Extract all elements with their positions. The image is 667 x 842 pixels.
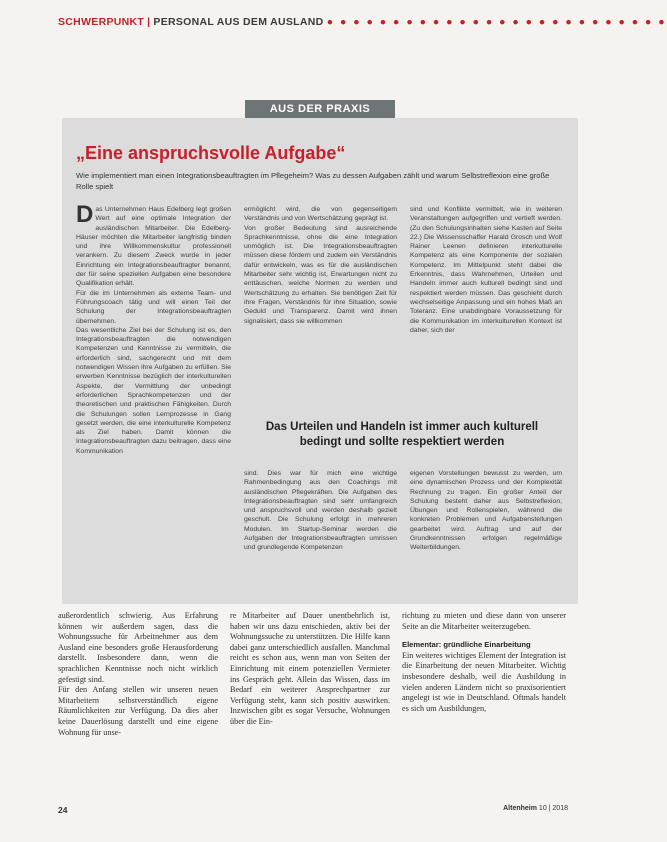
body-col1-text: außerordentlich schwierig. Aus Erfahrung können wir außerdem sagen, dass die Wohnungssuche für Arbeitnehmer aus dem Ausland eine besonders große Herausforderung darstellt. Insbesondere dann, wenn die sprachlichen Kenntnisse noch nicht wirklich gefestigt sind. xyxy=(58,611,218,684)
topic-label: PERSONAL AUS DEM AUSLAND xyxy=(153,16,324,28)
box-col1-text2: Für die im Unternehmen als externe Team- und Führungscoach tätig und will einen Teil der Schulung der Integrationsbeauftragten übernehmen. xyxy=(76,289,231,325)
box-column-3b xyxy=(410,469,562,553)
body-column-2 xyxy=(230,611,390,728)
box-column-1 xyxy=(76,201,231,456)
magazine-footer xyxy=(503,805,568,812)
box-col1-text3: Das wesentliche Ziel bei der Schulung ist es, den Integrationsbeauftragten die notwendigen Kompetenzen und Kenntnisse zu vermitteln, die erforderlich sind, sachgerecht und mit dem notwendigen Wissen ihre Aufgaben zu erfüllen. Sie erwerben Kenntnisse bezüglich der interkulturellen Aspekte, der Vermittlung der unbedingt erforderlichen Sprachkompetenzen und der theoretischen und praktischen Fähigkeiten. Durch die Schulungen sollen Lernprozesse in Gang gesetzt werden, die eine interkulturelle Kompetenz als Ziel haben. Damit können die Integrationsbeauftragten dazu beitragen, dass eine Kommunikation xyxy=(76,326,231,455)
box-col2-text: ermöglicht wird, die von gegenseitigem Verständnis und von Wertschätzung geprägt ist. xyxy=(244,206,397,223)
pull-quote: Das Urteilen und Handeln ist immer auch kulturell bedingt und sollte respektiert werden xyxy=(265,421,539,448)
body-column-3 xyxy=(402,611,566,714)
box-column-3 xyxy=(410,205,562,335)
header-dots: ● ● ● ● ● ● ● ● ● ● ● ● ● ● ● ● ● ● ● ● ● ● ● ● ● ● xyxy=(326,16,667,28)
issue-label: 10 | 2018 xyxy=(538,805,568,812)
drop-cap: D xyxy=(76,201,94,228)
body-col2-text: re Mitarbeiter auf Dauer unentbehrlich ist, haben wir uns dazu entschieden, aktiv bei der Wohnungssuche zu unterstützen. Die Hilfe kann dabei ganz unterschiedlich ausfallen. Manchmal reicht es schon aus, wenn man von Seiten der Einrichtung mit einem potenziellen Vermieter ins Gespräch geht. Allein das Wissen, dass im Bedarf ein weiterer Ansprechpartner zur Verfügung steht, kann sich positiv auswirken. Inzwischen gibt es sogar Versuche, Wohnungen über die Ein- xyxy=(230,611,390,726)
body-subheading: Elementar: gründliche Einarbeitung xyxy=(402,640,531,650)
box-column-2b xyxy=(244,469,397,553)
box-intro: Wie implementiert man einen Integrationsbeauftragten im Pflegeheim? Was zu dessen Aufgaben zählt und warum Selbstreflexion eine große Rolle spielt xyxy=(76,171,550,191)
box-col2-text2: Von großer Bedeutung sind ausreichende Sprachkenntnisse, ohne die eine Integration unmöglich ist. Die Integrationsbeauftragten müssen diese fördern und zudem ein Verständnis dafür entwickeln, was es für die ausländischen Mitarbeiter sehr wichtig ist, Erwartungen nicht zu enttäuschen, welche Normen zu werden und Wertschätzung zu erhalten. Sie benötigen Zeit für ihre Fragen, Verständnis für ihre Situation, sowie Geduld und Transparenz. Damit wird ihnen signalisiert, dass sie willkommen xyxy=(244,224,397,325)
magazine-name: Altenheim xyxy=(503,805,537,812)
box-column-2 xyxy=(244,205,397,326)
body-column-1 xyxy=(58,611,218,738)
body-col1-text2: Für den Anfang stellen wir unseren neuen Mitarbeitern selbstverständlich eigene Räumlichkeiten zur Verfügung. Da dies aber keine Dauerlösung darstellt und eine eigene Wohnung für unse- xyxy=(58,685,218,737)
section-header xyxy=(58,16,667,32)
body-col3-text: richtung zu mieten und diese dann von unserer Seite an die Mitarbeiter weiterzugeben. xyxy=(402,611,566,631)
box-title: „Eine anspruchsvolle Aufgabe“ xyxy=(76,143,346,163)
box-label: AUS DER PRAXIS xyxy=(245,100,395,118)
header-separator: | xyxy=(147,16,151,28)
box-col2b-text: sind. Dies war für mich eine wichtige Rahmenbedingung aus den Coachings mit ausländischen Pflegekräften. Die Aufgaben des Integrationsbeauftragten sind sehr umfangreich und anspruchsvoll und werden deshalb gezielt geschult. Die Schulung erfolgt in mehreren Modulen. Im Startup-Seminar werden die Aufgaben der Integrationsbeauftragten umrissen und grundlegende Kompetenzen xyxy=(244,470,397,552)
box-col1-text: as Unternehmen Haus Edelberg legt großen Wert auf eine optimale Integration der ausländischen Mitarbeiter. Die Edelberg-Häuser möchten die Mitarbeiter langfristig binden und ihre Willkommenskultur professionell verankern. Zu diesem Zweck wurde in jeder Einrichtung ein Integrationsbeauftragter benannt, der für seine speziellen Aufgaben eine besondere Qualifikation erhält. xyxy=(76,206,231,288)
body-col3-text2: Ein weiteres wichtiges Element der Integration ist die Einarbeitung der neuen Mitarbeiter. Wichtig insbesondere deshalb, weil die Ausbildung in vielen anderen Ländern nicht so praxisorientiert angelegt ist wie in Deutschland. Oftmals handelt es sich um Ausbildungen, xyxy=(402,650,566,713)
box-col3b-text: eigenen Vorstellungen bewusst zu werden, um eine dynamischen Prozess und der Komplexität Rechnung zu tragen. Ein großer Anteil der Schulung besteht daher aus Selbstreflexion, Übungen und Rollenspielen, während die konkreten Problemen und Aufgabenstellungen gearbeitet wird. Auftrag und auf der Grundkenntnissen erfolgen regelmäßige Weiterbildungen. xyxy=(410,470,562,552)
section-label: SCHWERPUNKT xyxy=(58,16,145,28)
box-col3-text: sind und Konflikte vermittelt, wie in weiteren Veranstaltungen aufgegriffen und vertieft werden. (Zu den Schulungsinhalten siehe Kasten auf Seite 22.) Die Wissensschaffer Harald Grosch und Wolf Rainer Leenen definieren interkulturelle Kompetenz als eine Komponente der sozialen Kompetenz. Im Mittelpunkt steht dabei die Erkenntnis, dass Wahrnehmen, Urteilen und Handeln immer auch kulturell bedingt sind und respektiert werden müssen. Das geschieht durch wechselseitige Anpassung und ein hohes Maß an Toleranz. Eine unabdingbare Voraussetzung für die Kommunikation im interkulturellen Kontext ist daher, sich der xyxy=(410,206,562,334)
page-number: 24 xyxy=(58,805,68,815)
